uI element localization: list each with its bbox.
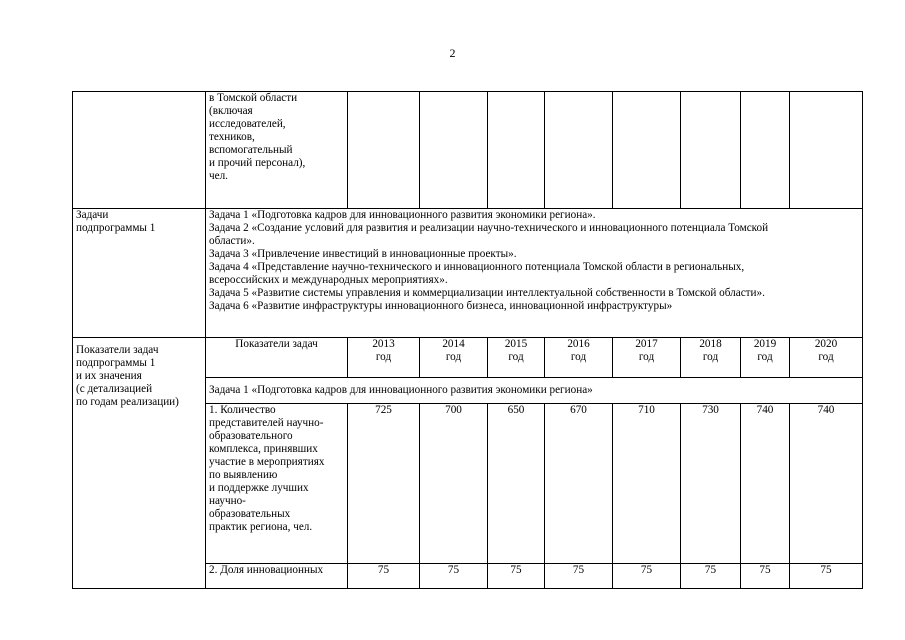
- staff-row-empty-label: [73, 92, 206, 209]
- year-header-2016: [545, 338, 613, 378]
- year-header-2014: [420, 338, 488, 378]
- task-line: Задача 4 «Представление научно-технического и инновационного потенциала Томской области в региональных,: [209, 261, 745, 273]
- year-number: 2013: [372, 338, 395, 350]
- indicator-name-line: представителей научно-: [209, 417, 324, 429]
- indicator-value: 75: [613, 564, 681, 589]
- indicator-value: 75: [790, 564, 863, 589]
- staff-label-line: в Томской области: [209, 92, 298, 104]
- staff-row-indicator: [206, 92, 348, 209]
- indicator-name-line: образовательного: [209, 430, 293, 442]
- staff-label-line: исследователей,: [209, 118, 286, 130]
- year-unit: год: [818, 351, 834, 363]
- indicator-name-line: практик региона, чел.: [209, 521, 313, 533]
- indicators-label-line: Показатели задач: [76, 344, 159, 356]
- year-header-2020: [790, 338, 863, 378]
- task-line: области».: [209, 235, 255, 247]
- staff-value-2019: [741, 92, 790, 209]
- year-number: 2018: [699, 338, 722, 350]
- indicator-value: 740: [741, 404, 790, 564]
- staff-row: [73, 92, 863, 209]
- staff-value-2016: [545, 92, 613, 209]
- indicator-name-line: образовательных: [209, 508, 291, 520]
- indicators-label-line: (с детализацией: [76, 383, 153, 395]
- staff-value-2015: [488, 92, 545, 209]
- year-number: 2015: [504, 338, 528, 350]
- staff-label-line: чел.: [209, 170, 228, 182]
- staff-label-line: вспомогательный: [209, 144, 293, 156]
- tasks-label-line: подпрограммы 1: [76, 222, 156, 234]
- indicator-name-line: комплекса, принявших: [209, 443, 318, 455]
- year-header-2013: [348, 338, 420, 378]
- year-header-2018: [681, 338, 741, 378]
- staff-value-2014: [420, 92, 488, 209]
- tasks-row: [73, 209, 863, 338]
- page-number: 2: [449, 46, 456, 60]
- indicator-value: 75: [741, 564, 790, 589]
- indicator-value: 730: [681, 404, 741, 564]
- indicator-value: 700: [420, 404, 488, 564]
- indicators-column-header: Показатели задач: [206, 338, 348, 378]
- year-header-2017: [613, 338, 681, 378]
- task-line: Задача 2 «Создание условий для развития и реализации научно-технического и инновационного потенциала Томской: [209, 222, 769, 234]
- indicators-label-line: и их значения: [76, 370, 142, 382]
- indicator-value: 650: [488, 404, 545, 564]
- indicators-label: [73, 338, 206, 589]
- indicator-name: [206, 404, 348, 564]
- year-number: 2019: [753, 338, 777, 350]
- tasks-list: [206, 209, 863, 338]
- subprogram-passport-table: [72, 91, 863, 589]
- tasks-label-line: Задачи: [76, 209, 109, 221]
- task-line: Задача 5 «Развитие системы управления и коммерциализации интеллектуальной собственности в Томской области».: [209, 287, 765, 299]
- indicator-name-line: по выявлению: [209, 469, 278, 481]
- staff-value-2013: [348, 92, 420, 209]
- year-unit: год: [702, 351, 719, 363]
- task-line: Задача 3 «Привлечение инвестиций в инновационные проекты».: [209, 248, 517, 260]
- staff-label-line: и прочий персонал),: [209, 157, 306, 169]
- indicator-name-line: 2. Доля инновационных: [209, 564, 324, 576]
- year-unit: год: [638, 351, 655, 363]
- indicator-name-line: 1. Количество: [209, 404, 276, 416]
- staff-label-line: техников,: [209, 131, 255, 143]
- task-line: Задача 6 «Развитие инфраструктуры инновационного бизнеса, инновационной инфраструктуры»: [209, 300, 673, 312]
- indicators-label-line: по годам реализации): [76, 396, 179, 408]
- year-number: 2016: [567, 338, 590, 350]
- indicator-name-line: и поддержке лучших: [209, 482, 309, 494]
- year-unit: год: [445, 351, 462, 363]
- indicator-value: 75: [545, 564, 613, 589]
- indicator-value: 670: [545, 404, 613, 564]
- indicator-value: 75: [420, 564, 488, 589]
- staff-value-2017: [613, 92, 681, 209]
- year-header-2015: [488, 338, 545, 378]
- indicator-value: 75: [681, 564, 741, 589]
- tasks-label: [73, 209, 206, 338]
- year-unit: год: [570, 351, 587, 363]
- year-unit: год: [757, 351, 773, 363]
- indicator-value: 710: [613, 404, 681, 564]
- year-header-2019: [741, 338, 790, 378]
- indicator-name-line: научно-: [209, 495, 246, 507]
- indicator-value: 725: [348, 404, 420, 564]
- year-number: 2014: [442, 338, 465, 350]
- year-unit: год: [375, 351, 392, 363]
- indicators-label-line: подпрограммы 1: [76, 357, 156, 369]
- staff-value-2020: [790, 92, 863, 209]
- indicator-value: 75: [488, 564, 545, 589]
- indicators-header-row: [73, 338, 863, 378]
- year-number: 2017: [635, 338, 658, 350]
- staff-label-line: (включая: [209, 105, 253, 117]
- task-line: Задача 1 «Подготовка кадров для инновационного развития экономики региона».: [209, 209, 596, 221]
- indicator-name: [206, 564, 348, 589]
- indicator-name-line: участие в мероприятиях: [209, 456, 325, 468]
- indicator-value: 740: [790, 404, 863, 564]
- task1-title: Задача 1 «Подготовка кадров для инновационного развития экономики региона»: [206, 378, 863, 404]
- indicator-value: 75: [348, 564, 420, 589]
- year-unit: год: [508, 351, 524, 363]
- task-line: всероссийских и международных мероприятиях».: [209, 274, 448, 286]
- year-number: 2020: [814, 338, 838, 350]
- staff-value-2018: [681, 92, 741, 209]
